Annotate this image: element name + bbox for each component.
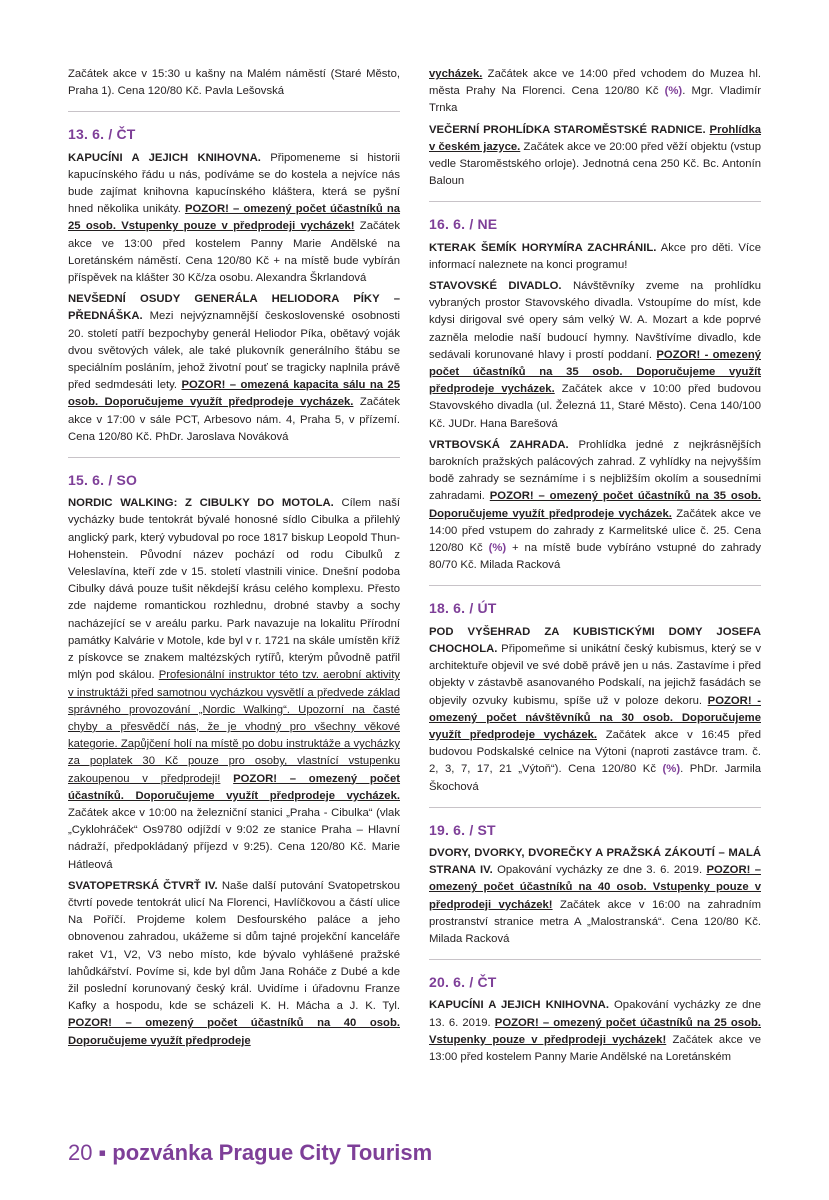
body-text — [220, 773, 233, 785]
body-text: Začátek akce ve 14:00 před vstupem do zahrady z Karmelitské ulice č. 25. Cena 120/80 Kč — [429, 507, 761, 555]
body-text: . Mgr. Vladimír Trnka — [429, 85, 761, 115]
event-title: POD VYŠEHRAD ZA KUBISTICKÝMI DOMY JOSEFA CHOCHOLA. — [429, 625, 761, 655]
body-text: Cílem naší vycházky bude tentokrát bývalé honosné sídlo Cibulka a přilehlý anglický park, který vybudoval po roce 1817 biskup Leopold Thun-Hohenstein. Původní název pochází od rodu Cibulků z Veleslavína, kteří zde v 15. století vlastnili vinice. Dnešní podoba Cibulky dává pouze tušit někdejší krásu celého komplexu. Přesto zde najdeme romantickou rozhlednu, drobné stavby a sochy nacházející se v areálu parku. Park navazuje na lokalitu Přírodní památky Kalvárie v Motole, kde byl v r. 1721 na skále umístěn kříž z pískovce se znakem maltézských rytířů, kterým původně patřil mlýn pod skálou. — [68, 497, 400, 682]
event-paragraph — [68, 878, 400, 1050]
body-text: Začátek akce v 17:00 v sále PCT, Arbesovo nám. 4, Praha 5, v přízemí. Cena 120/80 Kč. PhDr. Jaroslava Nováková — [68, 396, 401, 443]
body-text: Mezi nejvýznamnější československé osobnosti 20. století patří bezpochyby generál Heliodor Píka, obětavý voják dvou světových válek, ale také plukovník generálního štábu se speciálním posláním, jehož životní pouť se tragicky naplnila právě před sedmdesáti lety. — [68, 310, 400, 392]
section-divider — [68, 457, 400, 458]
body-text: Začátek akce v 16:00 na zahradním prostranství stranice metra A „Malostranská“. Cena 120/80 Kč. Milada Racková — [429, 898, 761, 945]
event-paragraph — [68, 150, 400, 288]
event-paragraph — [429, 240, 761, 274]
right-column — [429, 66, 761, 1070]
event-paragraph — [429, 997, 761, 1066]
event-title: VRTBOVSKÁ ZAHRADA. — [429, 438, 569, 451]
body-text: Začátek akce ve 20:00 před věží objektu (vstup vedle Staroměstského orloje). Jednotná cena 250 Kč. Bc. Antonín Baloun — [429, 140, 761, 188]
event-paragraph — [429, 66, 761, 118]
body-text: Připomeňme si unikátní český kubismus, který se v architektuře objevil ve své době právě jen u nás. Zastavíme i před objekty v zástavbě asanovaného Podskalí, na jejichž fasádách se objevily ozvuky kubismu, spíše už v poloze dekoru. — [429, 642, 761, 707]
section-divider — [429, 201, 761, 202]
event-title: NEVŠEDNÍ OSUDY GENERÁLA HELIODORA PÍKY – PŘEDNÁŠKA. — [68, 293, 400, 323]
event-paragraph — [429, 845, 761, 948]
discount-badge: (%) — [488, 542, 507, 555]
body-text: Připomeneme si historii kapucínského řádu u nás, podíváme se do kostela a nejvíce nás bude zajímat knihovna kapucínského kláštera, která se pyšní hned několika unikáty. — [68, 151, 400, 216]
body-text: Naše další putování Svatopetrskou čtvrtí povede tentokrát ulicí Na Florenci, Havlíčkovou a částí ulice Na Poříčí. Projdeme kolem Desfourského paláce a jeho obnovenou zahradou, ukážeme si dům tajné projekční kanceláře raket V1, V2, V3 nebo místo, kde bývalo vyhlášené pražské lahůdkářství. Povíme si, kde byl dům Jana Roháče z Dubé a kde žil poslední korunovaný český král. Uvidíme i úřadovnu Franze Kafky a hospodu, kde se scházeli K. H. Mácha a J. K. Tyl. — [68, 879, 400, 1013]
body-text: Začátek akce v 10:00 na železniční stanici „Praha - Cibulka“ (vlak „Cyklohráček“ Os9780 odjíždí v 9:02 ze stanice Praha – Hlavní nádraží, předpokládaný příjezd v 9:25). Cena 120/80 Kč. Marie Hátleová — [68, 806, 400, 871]
event-title: DVORY, DVORKY, DVOREČKY A PRAŽSKÁ ZÁKOUTÍ – MALÁ STRANA IV. — [429, 846, 761, 877]
notice-text: POZOR! - omezený počet účastníků na 35 osob. Doporučujeme využít předprodeje vycházek. — [429, 348, 761, 396]
date-heading: 13. 6. / ČT — [68, 126, 136, 143]
event-title: STAVOVSKÉ DIVADLO. — [429, 280, 562, 293]
body-text: . PhDr. Jarmila Škochová — [429, 763, 762, 793]
date-heading: 18. 6. / ÚT — [429, 600, 497, 617]
notice-text: Prohlídka v českém jazyce. — [429, 123, 762, 153]
body-text: Začátek akce v 16:45 před budovou Podskalské celnice na Výtoni (naproti zastávce tram. č. 2, 3, 7, 17, 21 „Výtoň“). Cena 120/80 Kč — [429, 728, 761, 776]
section-divider — [429, 807, 761, 808]
body-text: Akce pro děti. Více informací naleznete na konci programu! — [429, 241, 761, 271]
notice-text: POZOR! – omezená kapacita sálu na 25 osob. Doporučujeme využít předprodeje vycházek. — [68, 379, 400, 409]
page-number: 20 — [68, 1140, 93, 1165]
event-title: SVATOPETRSKÁ ČTVRŤ IV. — [68, 879, 218, 892]
event-paragraph — [429, 624, 761, 796]
body-text: Začátek akce ve 14:00 před vchodem do Muzea hl. města Prahy Na Florenci. Cena 120/80 Kč — [429, 68, 761, 98]
body-text: Začátek akce ve 13:00 před kostelem Panny Marie Andělské na Loretánském náměstí. Cena 120/80 Kč + na místě bude vybírán příspěvek na klášter 30 Kč/za osobu. Alexandra Škrlandová — [68, 220, 400, 285]
section-divider — [429, 959, 761, 960]
notice-text: POZOR! – omezený počet účastníků na 25 osob. Vstupenky pouze v předprodeji vycházek! — [68, 203, 401, 233]
event-title: KAPUCÍNI A JEJICH KNIHOVNA. — [68, 151, 261, 164]
notice-text: POZOR! – omezený počet účastníků. Doporučujeme využít předprodeje vycházek. — [68, 772, 401, 802]
discount-badge: (%) — [662, 763, 681, 776]
date-heading: 19. 6. / ST — [429, 821, 496, 838]
section-divider — [68, 111, 400, 112]
body-text: Opakování vycházky ze dne 3. 6. 2019. — [492, 864, 707, 877]
body-text: Opakování vycházky ze dne 13. 6. 2019. — [429, 999, 761, 1029]
section-divider — [429, 585, 761, 586]
event-title: KAPUCÍNI A JEJICH KNIHOVNA. — [429, 999, 609, 1012]
body-text: Začátek akce v 15:30 u kašny na Malém náměstí (Staré Město, Praha 1). Cena 120/80 Kč. Pavla Lešovská — [68, 68, 400, 98]
notice-text: POZOR! – omezený počet účastníků na 40 osob. Doporučujeme využít předprodeje — [68, 1017, 400, 1047]
underlined-text: Profesionální instruktor této tzv. aerobní aktivity v instruktáži před samotnou vycházkou vysvětlí a předvede základ správného provozování „Nordic Walking“. Upozorní na časté chyby a přesvědčí nás, že je vhodný pro všechny věkové kategorie. Zapůjčení holí na místě po dobu instruktáže a vycházky za poplatek 30 Kč pouze pro osoby, vlastnící vstupenku zakoupenou v předprodeji! — [68, 669, 400, 785]
date-heading: 16. 6. / NE — [429, 216, 498, 233]
date-heading: 20. 6. / ČT — [429, 974, 497, 991]
body-text: Začátek akce ve 13:00 před kostelem Panny Marie Andělské na Loretánském — [429, 1033, 761, 1063]
publication-title: pozvánka Prague City Tourism — [112, 1140, 433, 1165]
event-paragraph — [429, 437, 761, 575]
event-paragraph — [68, 495, 400, 873]
notice-text: POZOR! - omezený počet návštěvníků na 30 osob. Doporučujeme využít předprodeje vycházek. — [429, 694, 761, 741]
event-paragraph — [68, 291, 400, 446]
event-title: KTERAK ŠEMÍK HORYMÍRA ZACHRÁNIL. — [429, 241, 657, 254]
event-title: VEČERNÍ PROHLÍDKA STAROMĚSTSKÉ RADNICE. — [429, 123, 706, 136]
event-paragraph — [429, 278, 761, 433]
footer-separator-icon: ▪ — [98, 1140, 107, 1165]
notice-text: POZOR! – omezený počet účastníků na 25 osob. Vstupenky pouze v předprodeji vycházek! — [429, 1016, 762, 1046]
event-title: NORDIC WALKING: Z CIBULKY DO MOTOLA. — [68, 497, 334, 510]
body-text: Návštěvníky zveme na prohlídku vybraných prostor Stavovského divadla. Vstoupíme do míst, kde kdysi dirigoval své opery sám velký W. A. Mozart a kde poprvé zazněla melodie naší budoucí hymny. Navštívíme divadlo, kde sedávali korunované hlavy i prostí poddaní. — [429, 280, 761, 361]
body-text: Začátek akce v 10:00 před budovou Stavovského divadla (ul. Železná 11, Staré Město). Cena 140/100 Kč. JUDr. Hana Barešová — [429, 383, 761, 430]
notice-text: POZOR! – omezený počet účastníků na 35 osob. Doporučujeme využít předprodeje vycházek. — [429, 490, 762, 520]
notice-text: POZOR! – omezený počet účastníků na 40 osob. Vstupenky pouze v předprodeji vycházek! — [429, 864, 761, 911]
page-footer — [68, 1140, 432, 1166]
event-paragraph — [429, 122, 761, 191]
discount-badge: (%) — [664, 85, 683, 98]
date-heading: 15. 6. / SO — [68, 472, 138, 489]
event-paragraph — [68, 66, 400, 100]
notice-text: vycházek. — [429, 68, 483, 80]
body-text: Prohlídka jedné z nejkrásnějších barokních pražských palácových zahrad. Z vyhlídky na nejvyšším bodě zahrady se seznámíme i s nejbližším okolím a sousedními zahradami. — [429, 438, 761, 503]
left-column — [68, 66, 400, 1054]
body-text: + na místě bude vybíráno vstupné do zahrady 80/70 Kč. Milada Racková — [429, 542, 761, 572]
